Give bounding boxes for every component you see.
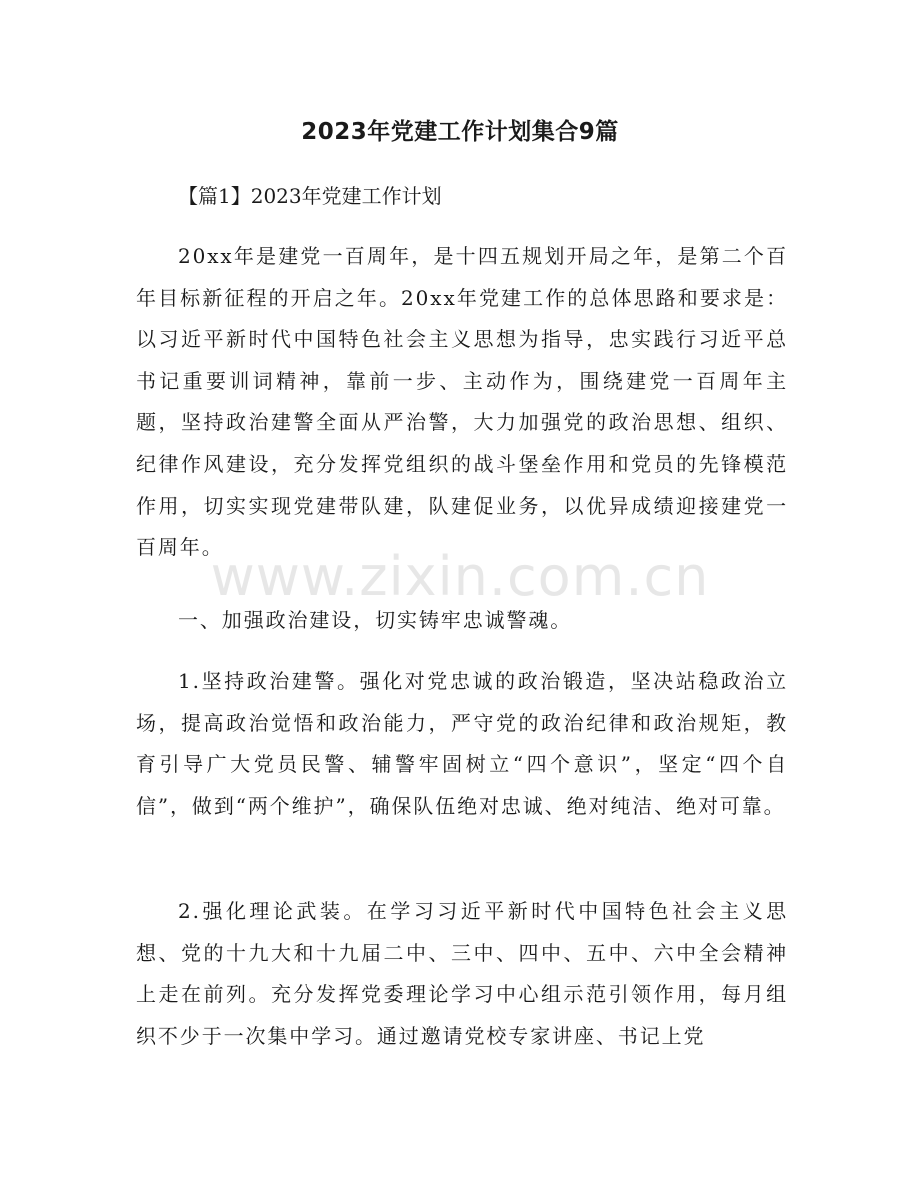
- section-heading: 【篇1】2023年党建工作计划: [178, 184, 442, 208]
- intro-paragraph: 20xx年是建党一百周年，是十四五规划开局之年，是第二个百年目标新征程的开启之年。20xx年党建工作的总体思路和要求是：以习近平新时代中国特色社会主义思想为指导，忠实践行习近平总书记重要训词精神，靠前一步、主动作为，围绕建党一百周年主题，坚持政治建警全面从严治警，大力加强党的政治思想、组织、纪律作风建设，充分发挥党组织的战斗堡垒作用和党员的先锋模范作用，切实实现党建带队建，队建促业务，以优异成绩迎接建党一百周年。: [136, 244, 788, 560]
- item-paragraph-2: 2.强化理论武装。在学习习近平新时代中国特色社会主义思想、党的十九大和十九届二中、三中、四中、五中、六中全会精神上走在前列。充分发挥党委理论学习中心组示范引领作用，每月组织不少于一次集中学习。通过邀请党校专家讲座、书记上党: [136, 899, 788, 1048]
- item-paragraph-1: 1.坚持政治建警。强化对党忠诚的政治锻造，坚决站稳政治立场，提高政治觉悟和政治能力，严守党的政治纪律和政治规矩，教育引导广大党员民警、辅警牢固树立“四个意识”，坚定“四个自信”，做到“两个维护”，确保队伍绝对忠诚、绝对纯洁、绝对可靠。: [136, 669, 788, 818]
- subsection-heading: 一、加强政治建设，切实铸牢忠诚警魂。: [178, 608, 573, 632]
- watermark-text: www.zixin.com.cn: [210, 545, 710, 608]
- document-title: 2023年党建工作计划集合9篇: [301, 119, 619, 145]
